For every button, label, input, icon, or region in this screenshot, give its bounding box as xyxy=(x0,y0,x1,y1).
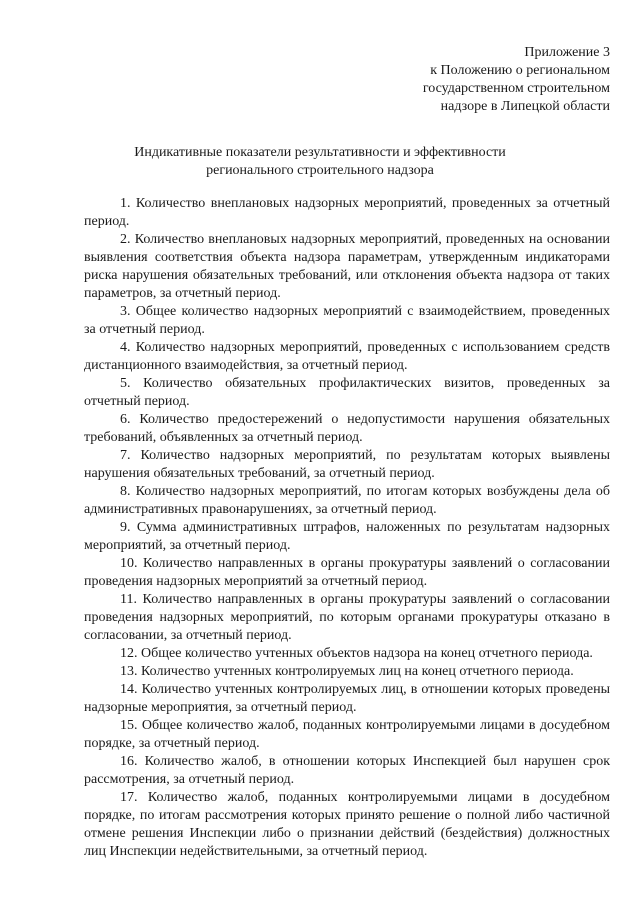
document-title-line-1: Индикативные показатели результативности и эффективности xyxy=(134,145,506,160)
indicator-item-1: 1. Количество внеплановых надзорных мероприятий, проведенных за отчетный период. xyxy=(84,196,610,229)
indicator-item-11: 11. Количество направленных в органы прокуратуры заявлений о согласовании проведения надзорных мероприятий, по которым органами прокуратуры отказано в согласовании, за отчетный период. xyxy=(84,592,610,643)
indicator-item-12: 12. Общее количество учтенных объектов надзора на конец отчетного периода. xyxy=(120,646,593,661)
indicator-item-9: 9. Сумма административных штрафов, наложенных по результатам надзорных мероприятий, за отчетный период. xyxy=(84,520,610,553)
appendix-reference-line-2: государственном строительном xyxy=(422,81,610,96)
indicator-item-6: 6. Количество предостережений о недопустимости нарушения обязательных требований, объявленных за отчетный период. xyxy=(84,412,610,445)
indicator-item-3: 3. Общее количество надзорных мероприятий с взаимодействием, проведенных за отчетный период. xyxy=(84,304,610,337)
indicator-item-13: 13. Количество учтенных контролируемых лиц на конец отчетного периода. xyxy=(120,664,574,679)
indicator-item-10: 10. Количество направленных в органы прокуратуры заявлений о согласовании проведения надзорных мероприятий за отчетный период. xyxy=(84,556,610,589)
indicator-item-15: 15. Общее количество жалоб, поданных контролируемыми лицами в досудебном порядке, за отчетный период. xyxy=(84,718,610,751)
appendix-number: Приложение 3 xyxy=(524,45,610,60)
indicator-item-4: 4. Количество надзорных мероприятий, проведенных с использованием средств дистанционного взаимодействия, за отчетный период. xyxy=(84,340,610,373)
indicator-item-14: 14. Количество учтенных контролируемых лиц, в отношении которых проведены надзорные мероприятия, за отчетный период. xyxy=(84,682,610,715)
document-title-line-2: регионального строительного надзора xyxy=(206,163,434,178)
indicator-item-7: 7. Количество надзорных мероприятий, по результатам которых выявлены нарушения обязательных требований, за отчетный период. xyxy=(84,448,610,481)
appendix-reference-line-1: к Положению о региональном xyxy=(430,63,610,78)
indicator-item-17: 17. Количество жалоб, поданных контролируемыми лицами в досудебном порядке, по итогам рассмотрения которых принято решение о полной либо частичной отмене решения Инспекции либо о признании действий (бездействия) должностных лиц Инспекции недействительными, за отчетный период. xyxy=(84,790,610,859)
indicator-item-5: 5. Количество обязательных профилактических визитов, проведенных за отчетный период. xyxy=(84,376,610,409)
indicator-item-16: 16. Количество жалоб, в отношении которых Инспекцией был нарушен срок рассмотрения, за отчетный период. xyxy=(84,754,610,787)
appendix-reference-line-3: надзоре в Липецкой области xyxy=(440,99,610,114)
indicator-list xyxy=(84,195,610,861)
appendix-header xyxy=(310,44,610,116)
document-title xyxy=(0,144,640,180)
indicator-item-8: 8. Количество надзорных мероприятий, по итогам которых возбуждены дела об административных правонарушениях, за отчетный период. xyxy=(84,484,610,517)
indicator-item-2: 2. Количество внеплановых надзорных мероприятий, проведенных на основании выявления соответствия объекта надзора параметрам, утвержденным индикаторами риска нарушения обязательных требований, или отклонения объекта надзора от таких параметров, за отчетный период. xyxy=(84,232,610,301)
